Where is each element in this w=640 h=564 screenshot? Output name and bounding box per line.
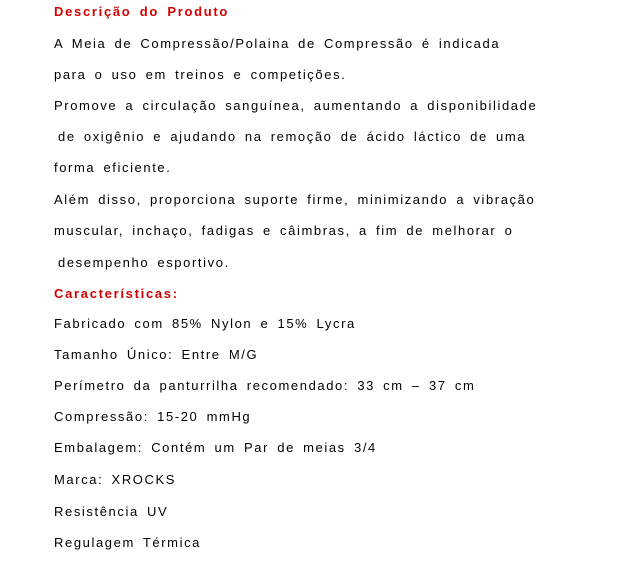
- feature-item: Compressão: 15-20 mmHg: [54, 409, 252, 424]
- description-line: Além disso, proporciona suporte firme, minimizando a vibração: [54, 192, 536, 207]
- feature-item: Tamanho Único: Entre M/G: [54, 347, 259, 362]
- description-line: Promove a circulação sanguínea, aumentando a disponibilidade: [54, 98, 538, 113]
- description-heading: Descrição do Produto: [54, 4, 230, 19]
- features-heading: Características:: [54, 286, 179, 301]
- feature-item: Resistência UV: [54, 504, 169, 519]
- description-line: A Meia de Compressão/Polaina de Compressão é indicada: [54, 36, 501, 51]
- description-line: muscular, inchaço, fadigas e câimbras, a fim de melhorar o: [54, 223, 514, 238]
- feature-item: Perímetro da panturrilha recomendado: 33 cm – 37 cm: [54, 378, 476, 393]
- feature-item: Embalagem: Contém um Par de meias 3/4: [54, 440, 377, 455]
- feature-item: Regulagem Térmica: [54, 535, 202, 550]
- description-line: de oxigênio e ajudando na remoção de ácido láctico de uma: [58, 129, 527, 144]
- description-line: forma eficiente.: [54, 160, 172, 175]
- feature-item: Fabricado com 85% Nylon e 15% Lycra: [54, 316, 356, 331]
- description-line: para o uso em treinos e competições.: [54, 67, 347, 82]
- description-line: desempenho esportivo.: [58, 255, 230, 270]
- feature-item: Marca: XROCKS: [54, 472, 177, 487]
